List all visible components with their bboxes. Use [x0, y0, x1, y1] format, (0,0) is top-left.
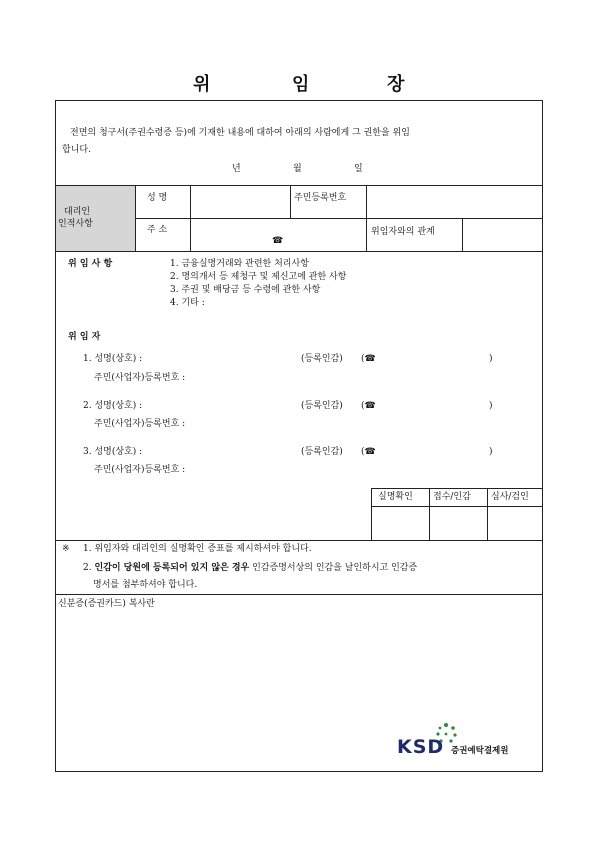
- note-2: [83, 562, 417, 574]
- rule-line: [135, 218, 543, 219]
- delegator-name: 3. 성명(상호) :: [83, 447, 143, 457]
- delegation-item: 2. 명의개서 등 제청구 및 제신고에 관한 사항: [170, 272, 347, 282]
- rule-line: [371, 488, 372, 540]
- rule-line: [371, 488, 543, 489]
- document-title: [0, 70, 595, 94]
- delegator-regno: 주민(사업자)등록번호 :: [94, 373, 186, 383]
- delegator-phone-close: ): [489, 401, 493, 411]
- delegator-phone-close: ): [489, 354, 493, 364]
- rule-line: [366, 185, 367, 251]
- agent-label-line-2: 인적사항: [58, 219, 93, 229]
- rule-line: [371, 506, 543, 507]
- note-2-number: 2.: [83, 563, 92, 573]
- delegator-phone: (☎: [361, 401, 376, 411]
- agent-label-line-1: 대리인: [64, 207, 91, 217]
- delegator-phone: (☎: [361, 354, 376, 364]
- address-label: 주 소: [147, 225, 168, 235]
- ksd-org-name: 증권예탁결제원: [451, 746, 509, 756]
- delegator-name: 2. 성명(상호) :: [83, 401, 143, 411]
- intro-line-2: 합니다.: [62, 145, 91, 155]
- delegator-name: 1. 성명(상호) :: [83, 354, 143, 364]
- date-day: 일: [354, 164, 363, 174]
- delegation-item: 1. 금융실명거래와 관련한 처리사항: [170, 259, 309, 269]
- rule-line: [190, 185, 191, 251]
- delegation-item: 4. 기타 :: [170, 298, 205, 308]
- rule-line: [429, 488, 430, 540]
- delegator-heading: 위 임 자: [68, 332, 101, 342]
- delegator-regno: 주민(사업자)등록번호 :: [94, 419, 186, 429]
- note-2-rest: 인감증명서상의 인감을 날인하시고 인감증: [249, 563, 418, 573]
- check-col-receipt: 접수/인감: [433, 492, 471, 502]
- ksd-logo: [393, 723, 543, 763]
- delegator-seal: (등록인감): [301, 447, 343, 457]
- delegator-phone-close: ): [489, 447, 493, 457]
- rule-line: [462, 218, 463, 251]
- resident-number-label: 주민등록번호: [294, 193, 347, 203]
- intro-line-1: 전면의 청구서(주권수령증 등)에 기재한 내용에 대하여 아래의 사람에게 그 권한을 위임: [70, 128, 410, 138]
- delegator-phone: (☎: [361, 447, 376, 457]
- ksd-brand: KSD: [397, 736, 445, 758]
- rule-line: [487, 488, 488, 540]
- date-month: 월: [293, 164, 302, 174]
- delegation-heading: 위 임 사 항: [68, 259, 113, 269]
- phone-icon: ☎: [272, 236, 284, 246]
- name-label: 성 명: [147, 193, 168, 203]
- relation-label: 위임자와의 관계: [371, 227, 435, 237]
- delegator-seal: (등록인감): [301, 401, 343, 411]
- note-mark: ※: [62, 544, 70, 554]
- title-char-1: 위: [193, 74, 211, 95]
- id-copy-label: 신분증(증권카드) 복사란: [58, 599, 155, 609]
- delegator-regno: 주민(사업자)등록번호 :: [94, 465, 186, 475]
- check-col-realname: 실명확인: [378, 492, 413, 502]
- delegation-item: 3. 주권 및 배당금 등 수령에 관한 사항: [170, 285, 321, 295]
- rule-line: [56, 185, 543, 186]
- title-char-3: 장: [387, 74, 405, 95]
- note-2-emphasis: 인감이 당원에 등록되어 있지 않은 경우: [94, 563, 250, 573]
- check-col-review: 심사/검인: [491, 492, 529, 502]
- note-2-line-2: 명서를 첨부하셔야 합니다.: [93, 580, 198, 590]
- delegator-seal: (등록인감): [301, 354, 343, 364]
- date-year: 년: [232, 164, 241, 174]
- title-char-2: 임: [292, 74, 310, 95]
- rule-line: [56, 540, 543, 541]
- rule-line: [56, 594, 543, 595]
- rule-line: [56, 251, 543, 252]
- rule-line: [290, 185, 291, 218]
- rule-line: [135, 185, 136, 251]
- note-1: 1. 위임자와 대리인의 실명확인 증표를 제시하셔야 합니다.: [83, 544, 312, 554]
